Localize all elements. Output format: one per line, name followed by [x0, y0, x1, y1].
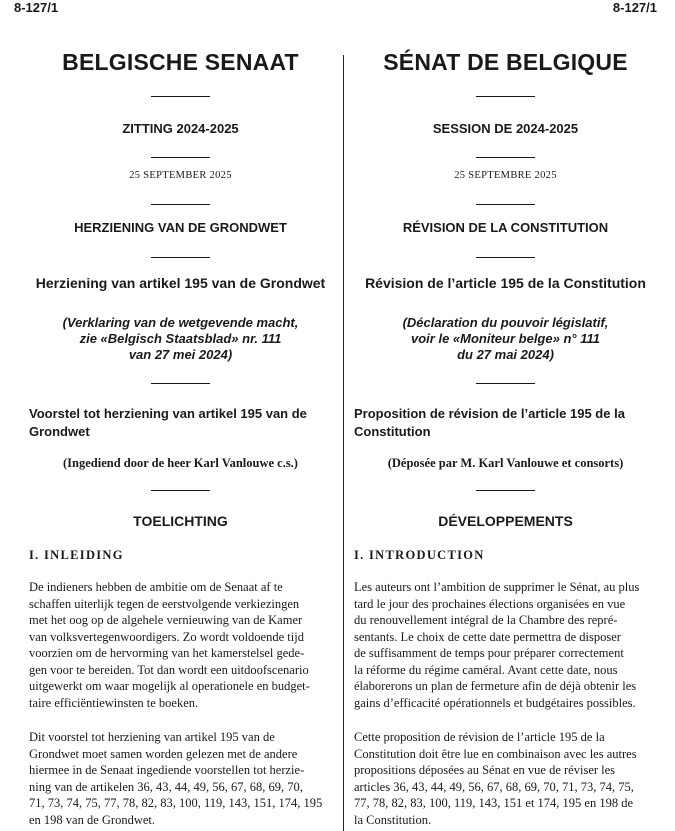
house-title: SÉNAT DE BELGIQUE	[383, 49, 628, 75]
document-date: 25 SEPTEMBER 2025	[129, 170, 232, 181]
chapter-heading: I. INTRODUCTION	[354, 548, 485, 562]
submitted-by: (Déposée par M. Karl Vanlouwe et consorts)	[387, 456, 624, 470]
document-date: 25 SEPTEMBRE 2025	[454, 170, 557, 181]
body-paragraph: Cette proposition de révision de l’article 195 de la Constitution doit être lue en combinaison avec les autres propositions déposées au Sénat en vue de réviser les articles 36, 43, 44, 49, 56, 67, 68, 69, 70, 71, 73, 74, 75, 77, 78, 82, 83, 100, 119, 143, 151 et 174, 195 en 198 de la Constitution.	[354, 730, 637, 827]
house-title: BELGISCHE SENAAT	[62, 49, 299, 75]
session-label: ZITTING 2024-2025	[122, 121, 239, 136]
body-paragraph: Dit voorstel tot herziening van artikel 195 van de Grondwet moet samen worden gelezen met de andere hiermee in de Senaat ingediende voorstellen tot herzie- ning van de artikelen 36, 43, 44, 49, 56, 67, 68, 69, 70, 71, 73, 74, 75, 77, 78, 82, 83, 100, 119, 143, 151, 174, 195 en 198 van de Grondwet.	[29, 730, 323, 827]
submitted-by: (Ingediend door de heer Karl Vanlouwe c.s.)	[63, 456, 298, 470]
dutch-column	[29, 0, 332, 831]
separator-rule	[476, 204, 535, 205]
french-column	[354, 0, 657, 831]
section-heading: DÉVELOPPEMENTS	[438, 513, 573, 529]
separator-rule	[151, 157, 210, 158]
separator-rule	[476, 490, 535, 491]
subject-title: Révision de l’article 195 de la Constitution	[365, 275, 646, 291]
separator-rule	[476, 96, 535, 97]
session-label: SESSION DE 2024-2025	[432, 121, 579, 136]
document-number-right: 8-127/1	[612, 0, 657, 15]
separator-rule	[151, 383, 210, 384]
topic-heading: HERZIENING VAN DE GRONDWET	[74, 220, 287, 235]
declaration-line: voir le «Moniteur belge» n° 111	[411, 331, 600, 346]
body-paragraph: De indieners hebben de ambitie om de Senaat af te schaffen uiterlijk tegen de eerstvolgende verkiezingen met het oog op de algehele vernieuwing van de Kamer van volksvertegenwoordigers. Zo wordt voldoende tijd voorzien om de hervorming van het kamerstelsel gede- gen voor te bereiden. Tot dan wordt een uitdoofscenario uitgewerkt om waar mogelijk al operationele en budget- taire efficiëntiewinsten te boeken.	[29, 580, 310, 710]
declaration-note	[29, 315, 332, 363]
declaration-line: zie «Belgisch Staatsblad» nr. 111	[79, 331, 282, 346]
topic-heading: RÉVISION DE LA CONSTITUTION	[402, 220, 609, 235]
declaration-note	[354, 315, 657, 363]
declaration-line: van 27 mei 2024)	[128, 347, 233, 362]
document-number-left: 8-127/1	[14, 0, 59, 15]
separator-rule	[151, 490, 210, 491]
separator-rule	[476, 257, 535, 258]
body-paragraph: Les auteurs ont l’ambition de supprimer le Sénat, au plus tard le jour des prochaines élections organisées en vue du renouvellement intégral de la Chambre des repré- sentants. Le choix de cette date permettra de disposer de suffisamment de temps pour préparer correctement la réforme du régime caméral. Avant cette date, nous élaborerons un plan de fermeture afin de déjà obtenir les gains d’efficacité opérationnels et budgétaires possibles.	[354, 580, 640, 710]
separator-rule	[476, 157, 535, 158]
separator-rule	[151, 204, 210, 205]
separator-rule	[476, 383, 535, 384]
declaration-line: du 27 mai 2024)	[457, 347, 554, 362]
separator-rule	[151, 257, 210, 258]
section-heading: TOELICHTING	[133, 513, 228, 529]
column-divider	[343, 55, 344, 831]
subject-title: Herziening van artikel 195 van de Grondwet	[35, 275, 326, 291]
separator-rule	[151, 96, 210, 97]
chapter-heading: I. INLEIDING	[29, 548, 124, 562]
proposal-title: Voorstel tot herziening van artikel 195 van de Grondwet	[29, 406, 307, 439]
declaration-line: (Déclaration du pouvoir législatif,	[402, 315, 609, 330]
proposal-title: Proposition de révision de l’article 195 de la Constitution	[354, 406, 625, 439]
declaration-line: (Verklaring van de wetgevende macht,	[62, 315, 299, 330]
